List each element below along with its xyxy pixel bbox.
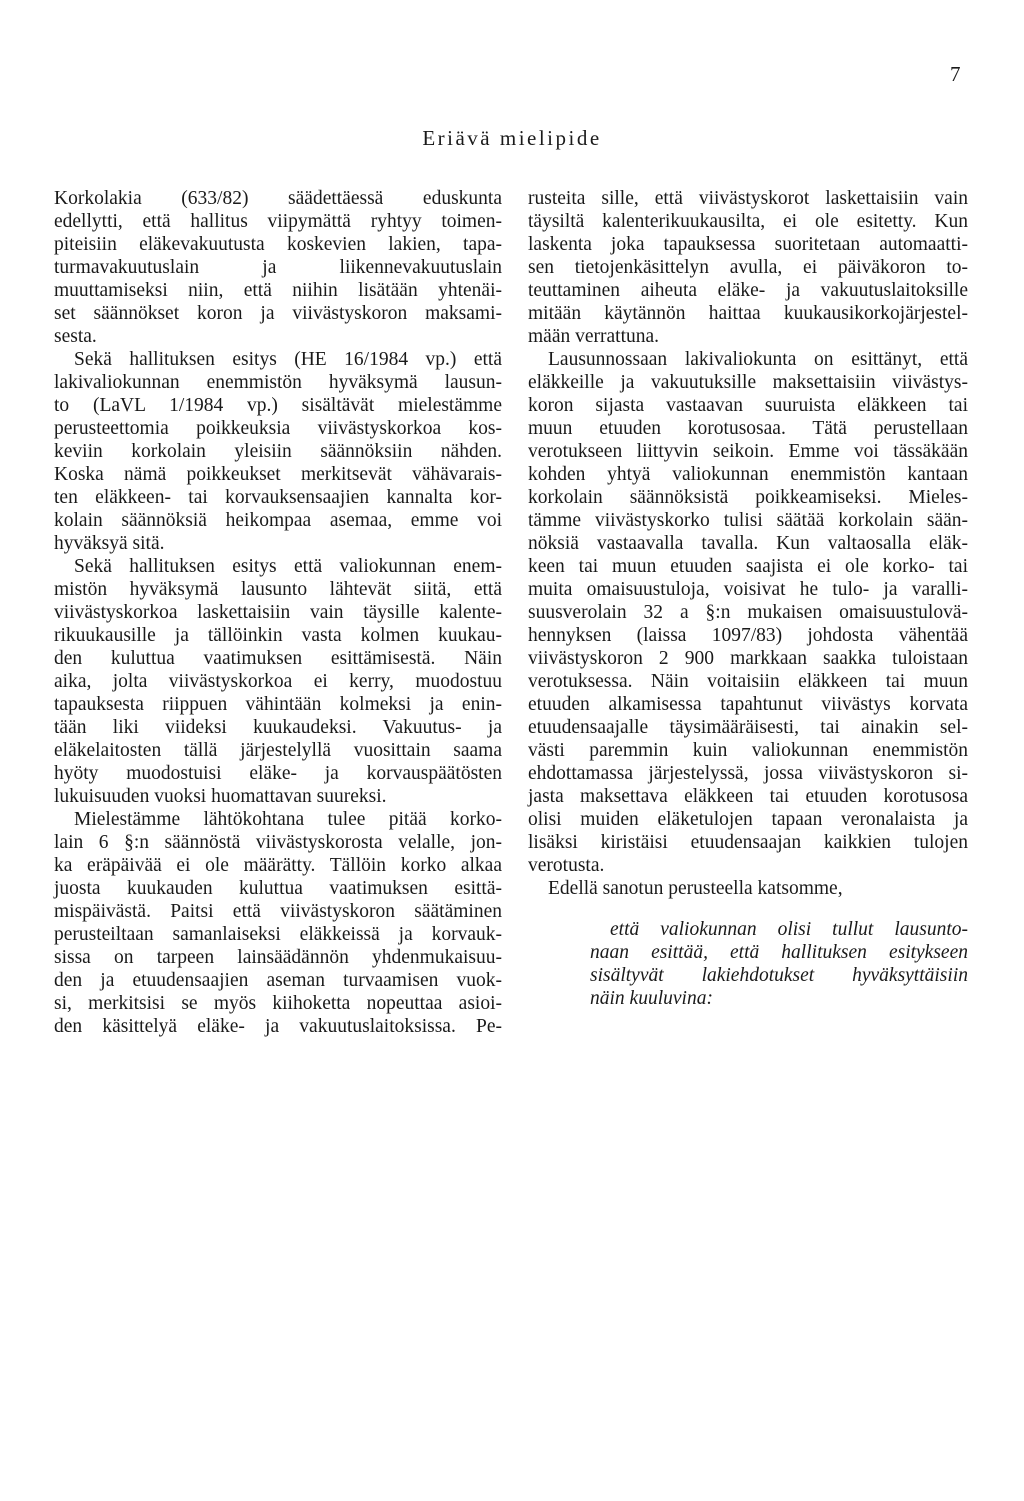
text-line: aika, jolta viivästyskorkoa ei kerry, muodostuu	[54, 671, 502, 692]
text-line: keviin korkolain yleisiin säännöksiin nähden.	[54, 441, 502, 462]
text-line: si, merkitsisi se myös kiihoketta nopeuttaa asioi-	[54, 993, 502, 1014]
text-line: lukuisuuden vuoksi huomattavan suureksi.	[54, 786, 387, 807]
page-number: 7	[950, 62, 961, 86]
text-line: viivästyskorkoa laskettaisiin vain täysille kalente-	[54, 602, 502, 623]
text-line: nöksiä vastaavalla tavalla. Kun valtaosalla eläk-	[528, 533, 968, 554]
text-line: hyväksyä sitä.	[54, 533, 165, 554]
text-line: verotusta.	[528, 855, 605, 876]
text-line: lakivaliokunnan enemmistön hyväksymä lausun-	[54, 372, 502, 393]
text-line: muun etuuden korotusosaa. Tätä perustellaan	[528, 418, 968, 439]
proposal-italic-block	[528, 918, 968, 1010]
text-line: den käsittelyä eläke- ja vakuutuslaitoksissa. Pe-	[54, 1016, 502, 1037]
text-line: mitään käytännön haittaa kuukausikorkojärjestel-	[528, 303, 968, 324]
text-line: sisältyvät lakiehdotukset hyväksyttäisiin	[590, 965, 968, 986]
text-line: korkolain säännöksistä poikkeamiseksi. Mieles-	[528, 487, 968, 508]
text-line: koron sijasta vastaavan suuruista eläkkeen tai	[528, 395, 968, 416]
text-line: eläkkeille ja vakuutuksille maksettaisiin viivästys-	[528, 372, 968, 393]
text-line: ka eräpäivää ei ole määrätty. Tällöin korko alkaa	[54, 855, 502, 876]
text-line: perusteettomia poikkeuksia viivästyskorkoa kos-	[54, 418, 502, 439]
text-line: den ja etuudensaajien aseman turvaamisen vuok-	[54, 970, 502, 991]
text-line: näin kuuluvina:	[590, 988, 713, 1009]
text-line: lain 6 §:n säännöstä viivästyskorosta velalle, jon-	[54, 832, 502, 853]
text-line: västi paremmin kuin valiokunnan enemmistön	[528, 740, 968, 761]
text-line: rikuukausille ja tällöinkin vasta kolmen kuukau-	[54, 625, 502, 646]
left-column	[54, 187, 502, 1038]
text-line: verotukseen liittyvin seikoin. Emme voi tässäkään	[528, 441, 968, 462]
text-line: turmavakuutuslain ja liikennevakuutuslain	[54, 257, 502, 278]
text-line: täysiltä kalenterikuukausilta, ei ole esitetty. Kun	[528, 211, 968, 232]
text-line: tään liki viideksi kuukaudeksi. Vakuutus- ja	[54, 717, 502, 738]
text-line: teuttaminen aiheuta eläke- ja vakuutuslaitoksille	[528, 280, 968, 301]
right-column-text	[528, 187, 968, 900]
text-line: Korkolakia (633/82) säädettäessä eduskunta	[54, 188, 502, 209]
text-line: kolain säännöksiä heikompaa asemaa, emme voi	[54, 510, 502, 531]
text-line: Lausunnossaan lakivaliokunta on esittänyt, että	[548, 349, 968, 370]
text-line: to (LaVL 1/1984 vp.) sisältävät mielestämme	[54, 395, 502, 416]
text-line: muita omaisuustuloja, voisivat he tulo- ja varalli-	[528, 579, 968, 600]
text-line: etuudensaajalle täysimääräisesti, tai ainakin sel-	[528, 717, 968, 738]
text-line: etuuden alkamisessa tapahtunut viivästys korvata	[528, 694, 968, 715]
text-line: hyöty muodostuisi eläke- ja korvauspäätösten	[54, 763, 502, 784]
text-line: tämme viivästyskorko tulisi säätää korkolain sään-	[528, 510, 968, 531]
text-line: että valiokunnan olisi tullut lausunto-	[610, 919, 968, 940]
text-line: Sekä hallituksen esitys että valiokunnan enem-	[74, 556, 502, 577]
text-line: mispäivästä. Paitsi että viivästyskoron säätäminen	[54, 901, 502, 922]
text-line: lisäksi kiristäisi etuudensaajan kaikkien tulojen	[528, 832, 968, 853]
text-line: juosta kuukauden kuluttua vaatimuksen esittä-	[54, 878, 502, 899]
text-line: kohden yhtyä valiokunnan enemmistön kantaan	[528, 464, 968, 485]
text-line: mistön hyväksymä lausunto lähtevät siitä, että	[54, 579, 502, 600]
spacer	[528, 900, 968, 918]
text-line: Koska nämä poikkeukset merkitsevät vähävarais-	[54, 464, 502, 485]
text-line: sesta.	[54, 326, 97, 347]
text-line: viivästyskoron 2 900 markkaan saakka tuloistaan	[528, 648, 968, 669]
text-line: olisi muiden eläketulojen tapaan veronalaista ja	[528, 809, 968, 830]
text-line: suusverolain 32 a §:n mukaisen omaisuustulovä-	[528, 602, 968, 623]
text-line: perusteiltaan samanlaiseksi eläkkeissä ja korvauk-	[54, 924, 502, 945]
text-line: Mielestämme lähtökohtana tulee pitää korko-	[74, 809, 502, 830]
text-line: set säännökset koron ja viivästyskoron maksami-	[54, 303, 502, 324]
text-line: tapauksesta riippuen vähintään kolmeksi ja enin-	[54, 694, 502, 715]
text-line: mään verrattuna.	[528, 326, 660, 347]
text-line: den kuluttua vaatimuksen esittämisestä. Näin	[54, 648, 502, 669]
text-line: jasta maksettava eläkkeen tai etuuden korotusosa	[528, 786, 968, 807]
text-line: eläkelaitosten tällä järjestelyllä vuosittain saama	[54, 740, 502, 761]
text-line: Edellä sanotun perusteella katsomme,	[548, 878, 843, 899]
text-line: laskenta joka tapauksessa suoritetaan automaatti-	[528, 234, 968, 255]
text-line: ten eläkkeen- tai korvauksensaajien kannalta kor-	[54, 487, 502, 508]
text-line: ehdottamassa järjestelyssä, jossa viivästyskoron si-	[528, 763, 968, 784]
text-line: muuttamiseksi niin, että niihin lisätään yhtenäi-	[54, 280, 502, 301]
text-line: edellytti, että hallitus viipymättä ryhtyy toimen-	[54, 211, 502, 232]
text-line: sissa on tarpeen lainsäädännön yhdenmukaisuu-	[54, 947, 502, 968]
text-line: naan esittää, että hallituksen esitykseen	[590, 942, 968, 963]
text-line: piteisiin eläkevakuutusta koskevien lakien, tapa-	[54, 234, 502, 255]
text-line: rusteita sille, että viivästyskorot laskettaisiin vain	[528, 188, 968, 209]
text-line: verotuksessa. Näin voitaisiin eläkkeen tai muun	[528, 671, 968, 692]
right-column	[528, 187, 968, 1010]
text-line: hennyksen (laissa 1097/83) johdosta vähentää	[528, 625, 968, 646]
text-line: sen tietojenkäsittelyn avulla, ei päiväkoron to-	[528, 257, 968, 278]
text-line: Sekä hallituksen esitys (HE 16/1984 vp.) että	[74, 349, 502, 370]
section-title: Eriävä mielipide	[422, 126, 602, 150]
text-line: keen tai muun etuuden saajista ei ole korko- tai	[528, 556, 968, 577]
